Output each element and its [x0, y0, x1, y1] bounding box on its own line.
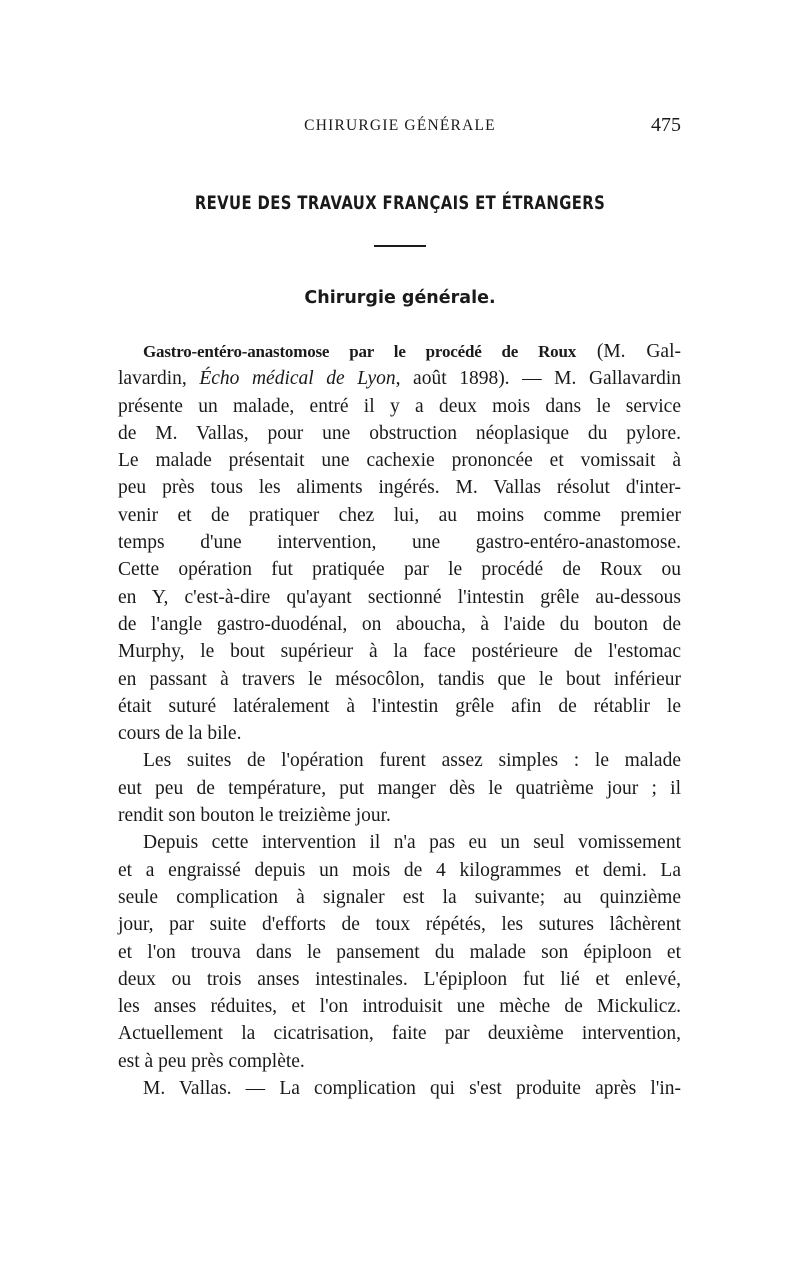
- text-line: de M. Vallas, pour une obstruction néoplasique du pylore.: [118, 422, 681, 444]
- text-line: Cette opération fut pratiquée par le procédé de Roux ou: [118, 559, 681, 581]
- article-body: [118, 338, 681, 1102]
- text-line: jour, par suite d'efforts de toux répétés, les sutures lâchèrent: [118, 914, 681, 936]
- text-line: M. Vallas. — La complication qui s'est produite après l'in-: [143, 1078, 681, 1100]
- text-line: venir et de pratiquer chez lui, au moins comme premier: [118, 504, 681, 526]
- text-line: deux ou trois anses intestinales. L'épiploon fut lié et enlevé,: [118, 968, 681, 990]
- text-line: et l'on trouva dans le pansement du malade son épiploon et: [118, 941, 681, 963]
- text-line: rendit son bouton le treizième jour.: [118, 805, 391, 827]
- text-line: en Y, c'est-à-dire qu'ayant sectionné l'intestin grêle au-dessous: [118, 586, 681, 608]
- text-line: Le malade présentait une cachexie prononcée et vomissait à: [118, 450, 681, 472]
- running-title: CHIRURGIE GÉNÉRALE: [304, 117, 496, 134]
- text-line: était suturé latéralement à l'intestin grêle afin de rétablir le: [118, 695, 681, 717]
- text-line: en passant à travers le mésocôlon, tandis que le bout inférieur: [118, 668, 681, 690]
- page-number: 475: [651, 114, 681, 136]
- text-line: Les suites de l'opération furent assez simples : le malade: [143, 750, 681, 772]
- text-line: est à peu près complète.: [118, 1050, 305, 1072]
- running-head: [0, 114, 800, 139]
- text-line: Murphy, le bout supérieur à la face postérieure de l'estomac: [118, 641, 681, 663]
- text-line: et a engraissé depuis un mois de 4 kilogrammes et demi. La: [118, 859, 681, 881]
- text-line: eut peu de température, put manger dès le quatrième jour ; il: [118, 777, 681, 799]
- text-line: Actuellement la cicatrisation, faite par deuxième intervention,: [118, 1023, 681, 1045]
- text-line: présente un malade, entré il y a deux mois dans le service: [118, 395, 681, 417]
- article-heading: Gastro-entéro-anastomose par le procédé de Roux: [143, 342, 577, 361]
- subtitle: Chirurgie générale.: [304, 288, 496, 308]
- text-line: [118, 338, 681, 365]
- section-title: REVUE DES TRAVAUX FRANÇAIS ET ÉTRANGERS: [194, 192, 606, 214]
- text-line: seule complication à signaler est la suivante; au quinzième: [118, 886, 681, 908]
- separator-rule: [374, 245, 426, 247]
- text-line: cours de la bile.: [118, 723, 242, 745]
- text-line: lavardin, Écho médical de Lyon, août 1898). — M. Gallavardin: [118, 368, 681, 390]
- journal-title: Écho médical de Lyon: [199, 368, 396, 390]
- text-line: les anses réduites, et l'on introduisit une mèche de Mickulicz.: [118, 996, 681, 1018]
- text-line: peu près tous les aliments ingérés. M. Vallas résolut d'inter-: [118, 477, 681, 499]
- article-author-open: (M. Gal-: [576, 341, 681, 362]
- text-line: temps d'une intervention, une gastro-entéro-anastomose.: [118, 532, 681, 554]
- text-line: Depuis cette intervention il n'a pas eu un seul vomissement: [143, 832, 681, 854]
- text-line: de l'angle gastro-duodénal, on aboucha, à l'aide du bouton de: [118, 613, 681, 635]
